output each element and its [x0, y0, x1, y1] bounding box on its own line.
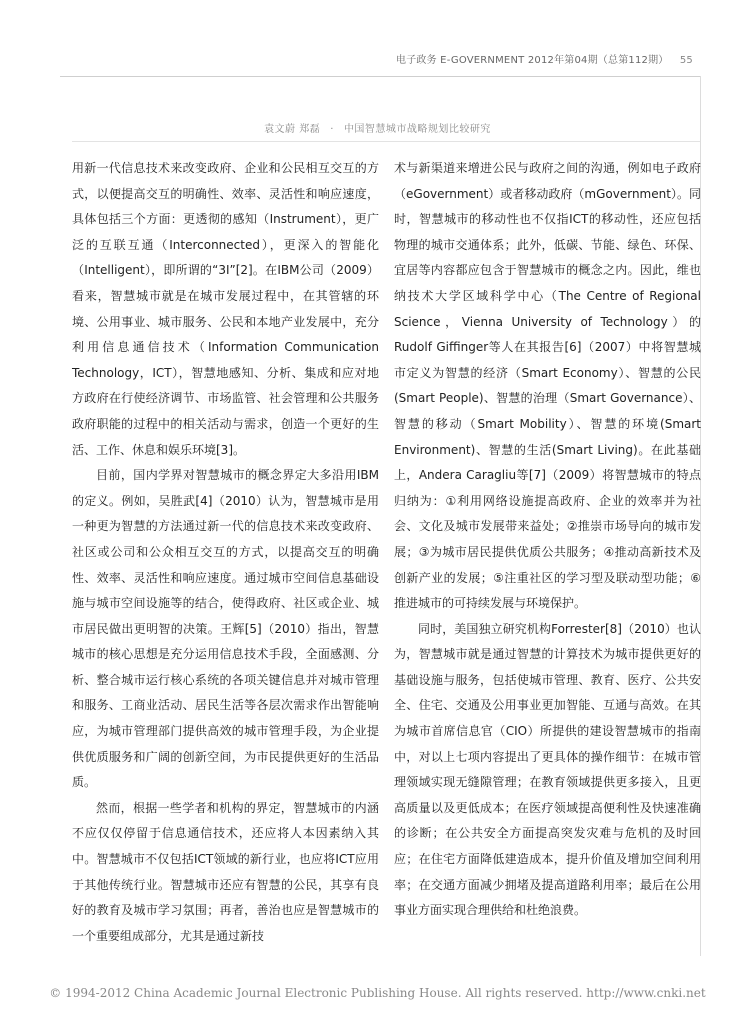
left-paragraph-3: 然而，根据一些学者和机构的界定，智慧城市的内涵不应仅仅停留于信息通信技术，还应将人本因素纳入其中。智慧城市不仅包括ICT领域的新行业，也应将ICT应用于其他传统行业。智慧城市还应有智慧的公民，其享有良好的教育及城市学习氛围；再者，善治也应是智慧城市的一个重要组成部分，尤其是通过新技	[72, 800, 379, 943]
journal-header	[396, 51, 693, 66]
header-rule	[60, 76, 700, 77]
running-head-title: 中国智慧城市战略规划比较研究	[343, 124, 491, 135]
left-column	[72, 156, 379, 949]
right-paragraph-2: 同时，美国独立研究机构Forrester[8]（2010）也认为，智慧城市就是通过智慧的计算技术为城市提供更好的基础设施与服务，包括使城市管理、教育、医疗、公共安全、住宅、交通及公用事业更加智能、互通与高效。在其为城市首席信息官（CIO）所提供的建设智慧城市的指南中，对以上七项内容提出了更具体的操作细节：在城市管理领域实现无缝隙管理；在教育领域提供更多接入，且更高质量以及更低成本；在医疗领域提高便利性及快速准确的诊断；在公共安全方面提高突发灾难与危机的及时回应；在住宅方面降低建造成本，提升价值及增加空间利用率；在交通方面减少拥堵及提高道路利用率；最后在公用事业方面实现合理供给和杜绝浪费。	[394, 621, 701, 918]
right-paragraph-1: 术与新渠道来增进公民与政府之间的沟通，例如电子政府（eGovernment）或者移动政府（mGovernment）。同时，智慧城市的移动性也不仅指ICT的移动性，还应包括物理的城市交通体系；此外，低碳、节能、绿色、环保、宜居等内容都应包含于智慧城市的概念之内。因此，维也纳技术大学区域科学中心（The Centre of Regional Science，Vienna University of Technology）的Rudolf Giffinger等人在其报告[6]（2007）中将智慧城市定义为智慧的经济（Smart Economy）、智慧的公民(Smart People)、智慧的治理（Smart Governance）、智慧的移动（Smart Mobility）、智慧的环境(Smart Environment)、智慧的生活(Smart Living)。在此基础上，Andera Caragliu等[7]（2009）将智慧城市的特点归纳为：①利用网络设施提高政府、企业的效率并为社会、文化及城市发展带来益处；②推崇市场导向的城市发展；③为城市居民提供优质公共服务；④推动高新技术及创新产业的发展；⑤注重社区的学习型及联动型功能；⑥推进城市的可持续发展与环境保护。	[394, 161, 701, 611]
right-column	[394, 156, 701, 924]
left-paragraph-1: 用新一代信息技术来改变政府、企业和公民相互交互的方式，以便提高交互的明确性、效率、灵活性和响应速度，具体包括三个方面：更透彻的感知（Instrument），更广泛的互联互通（Interconnected），更深入的智能化（Intelligent），即所谓的“3I”[2]。在IBM公司（2009）看来，智慧城市就是在城市发展过程中，在其管辖的环境、公用事业、城市服务、公民和本地产业发展中，充分利用信息通信技术（Information Communication Technology，ICT），智慧地感知、分析、集成和应对地方政府在行使经济调节、市场监管、社会管理和公共服务政府职能的过程中的相关活动与需求，创造一个更好的生活、工作、休息和娱乐环境[3]。	[72, 161, 379, 457]
page-number: 55	[679, 55, 693, 66]
copyright-footer: © 1994-2012 China Academic Journal Electronic Publishing House. All rights reserved. http://www.cnki.net	[49, 986, 706, 1000]
running-head-authors: 袁文蔚 郑磊	[264, 124, 321, 135]
running-head: 袁文蔚 郑磊 · 中国智慧城市战略规划比较研究	[264, 124, 491, 135]
journal-info: 电子政务 E-GOVERNMENT 2012年第04期（总第112期）	[396, 55, 669, 66]
running-head-rule	[72, 141, 700, 142]
left-paragraph-2: 目前，国内学界对智慧城市的概念界定大多沿用IBM的定义。例如，吴胜武[4]（2010）认为，智慧城市是用一种更为智慧的方法通过新一代的信息技术来改变政府、社区或公司和公众相互交互的方式，以提高交互的明确性、效率、灵活性和响应速度。通过城市空间信息基础设施与城市空间设施等的结合，使得政府、社区或企业、城市居民做出更明智的决策。王辉[5]（2010）指出，智慧城市的核心思想是充分运用信息技术手段，全面感测、分析、整合城市运行核心系统的各项关键信息并对城市管理和服务、工商业活动、居民生活等各层次需求作出智能响应，为城市管理部门提供高效的城市管理手段，为企业提供优质服务和广阔的创新空间，为市民提供更好的生活品质。	[72, 468, 379, 790]
